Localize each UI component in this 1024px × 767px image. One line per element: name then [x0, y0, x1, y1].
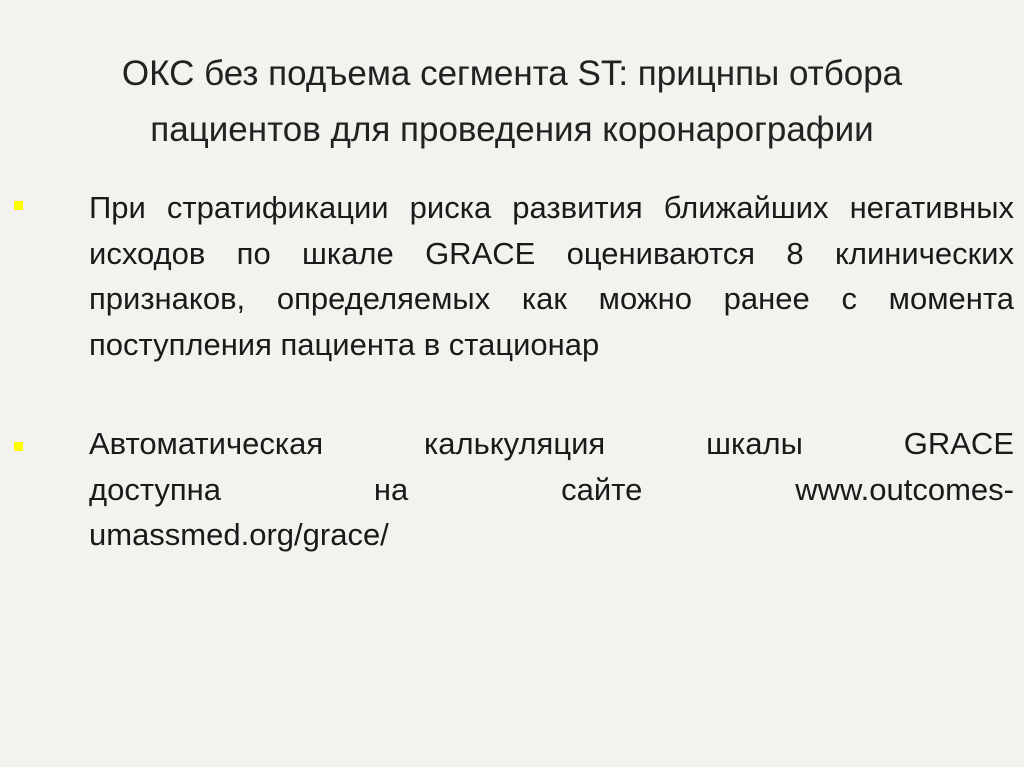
slide-title-line: ОКС без подъема сегмента ST: прицнпы отбора	[121, 54, 903, 93]
bullet-text-line: доступна на сайте www.outcomes-	[89, 471, 1014, 507]
square-bullet-icon	[14, 442, 23, 451]
bullet-text: При стратификации риска развития ближайших негативных исходов по шкале GRACE оцениваются 8 клинических признаков, определяемых как можно ранее с момента поступления пациента в стационар	[89, 190, 1014, 362]
bullet-text	[89, 421, 1014, 558]
slide-title-line: пациентов для проведения коронарографии	[150, 110, 874, 149]
bullet-text-line: umassmed.org/grace/	[89, 517, 389, 552]
square-bullet-icon	[14, 201, 23, 210]
bullet-text-line: Автоматическая калькуляция шкалы GRACE	[89, 426, 1014, 461]
slide-title	[40, 46, 984, 158]
